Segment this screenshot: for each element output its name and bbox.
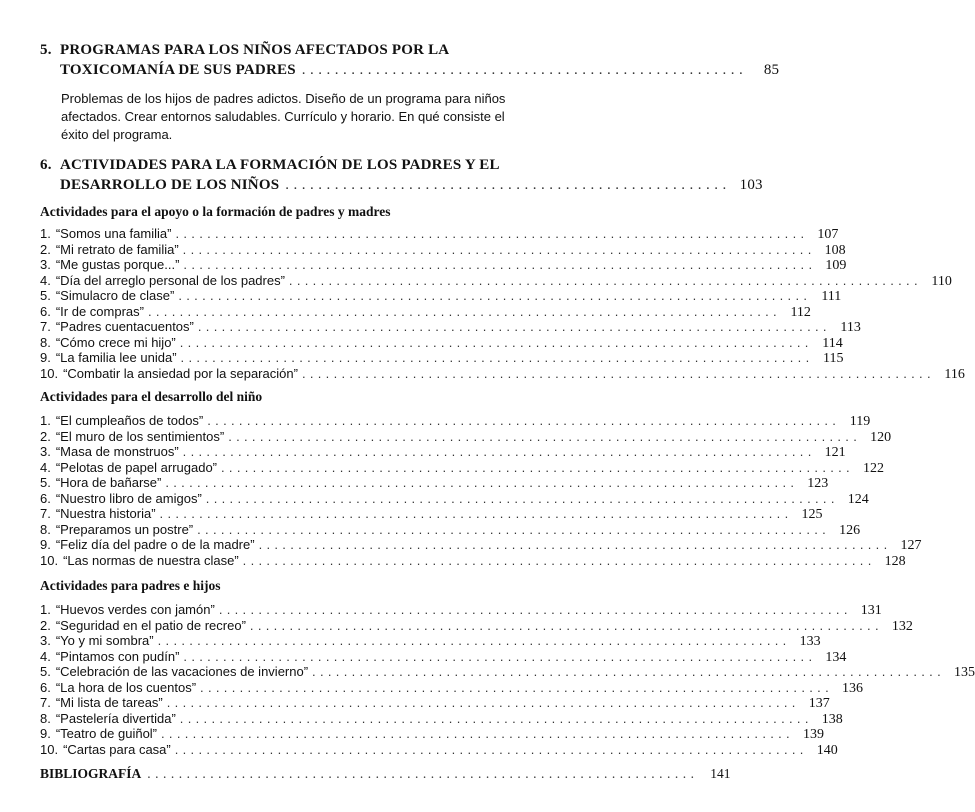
toc-row xyxy=(40,617,913,634)
leader-dots: ................................................................................ xyxy=(180,350,814,365)
item-number: 5. xyxy=(40,475,51,490)
toc-row xyxy=(40,459,884,476)
section-3-list xyxy=(40,602,975,758)
item-number: 7. xyxy=(40,506,51,521)
item-page: 108 xyxy=(824,242,846,258)
item-number: 3. xyxy=(40,444,51,459)
item-page: 138 xyxy=(821,711,843,727)
toc-row xyxy=(40,334,843,351)
item-title: “Combatir la ansiedad por la separación” xyxy=(63,365,298,381)
item-page: 140 xyxy=(816,742,838,758)
item-title: “Huevos verdes con jamón” xyxy=(55,602,215,617)
item-page: 122 xyxy=(862,460,884,476)
leader-dots: ................................................................................ xyxy=(249,617,883,633)
item-title: “El muro de los sentimientos” xyxy=(55,428,225,444)
toc-row xyxy=(40,272,952,289)
item-title: “Las normas de nuestra clase” xyxy=(63,552,239,568)
item-title: “Padres cuentacuentos” xyxy=(55,319,194,334)
item-title: “Pintamos con pudín” xyxy=(55,648,180,664)
leader-dots: ................................................................................ xyxy=(174,741,808,757)
item-title: “Hora de bañarse” xyxy=(55,475,162,490)
leader-dots: ................................................................................ xyxy=(197,319,831,334)
item-number: 1. xyxy=(40,413,51,428)
toc-row xyxy=(40,319,861,335)
toc-row xyxy=(40,428,892,445)
leader-dots: ................................................................................ xyxy=(205,490,839,506)
item-page: 132 xyxy=(891,618,913,634)
toc-row xyxy=(40,365,965,382)
item-title: “Ir de compras” xyxy=(55,303,144,319)
chapter-5-number: 5. xyxy=(40,42,52,58)
item-title: “Mi retrato de familia” xyxy=(55,241,179,257)
item-number: 10. xyxy=(40,365,59,381)
item-page: 115 xyxy=(823,351,844,366)
item-page: 136 xyxy=(842,680,863,696)
item-title: “Pastelería divertida” xyxy=(55,710,176,726)
toc-row xyxy=(40,257,847,273)
toc-row xyxy=(40,664,975,680)
leader-dots: ...................................................... xyxy=(301,62,748,78)
item-title: “Seguridad en el patio de recreo” xyxy=(55,617,246,633)
leader-dots: ................................................................................ xyxy=(221,459,854,475)
item-page: 133 xyxy=(799,634,821,649)
leader-dots: ................................................................................ xyxy=(175,226,809,241)
toc-row xyxy=(40,710,843,727)
item-number: 7. xyxy=(40,695,51,710)
leader-dots: ................................................................................ xyxy=(228,428,862,444)
item-page: 113 xyxy=(840,320,861,335)
leader-dots: ................................................................................ xyxy=(159,506,793,521)
item-page: 111 xyxy=(821,289,842,304)
item-number: 8. xyxy=(40,334,51,350)
item-title: “Cartas para casa” xyxy=(63,741,171,757)
leader-dots: ................................................................................ xyxy=(179,334,813,350)
item-page: 109 xyxy=(825,258,847,273)
chapter-6-title-line1: ACTIVIDADES PARA LA FORMACIÓN DE LOS PADRES Y EL xyxy=(60,157,500,173)
toc-row xyxy=(40,241,846,258)
chapter-5-description: Problemas de los hijos de padres adictos. Diseño de un programa para niños afectados. Crear entornos saludables. Currículo y horario. En qué consiste el éxito del programa. xyxy=(61,91,506,142)
item-page: 119 xyxy=(849,414,871,429)
leader-dots: ................................................................................ xyxy=(157,633,791,648)
item-page: 112 xyxy=(790,304,811,320)
toc-row xyxy=(40,490,869,507)
item-title: “Nuestro libro de amigos” xyxy=(55,490,202,506)
item-number: 5. xyxy=(40,288,51,303)
bibliography-page: 141 xyxy=(710,766,731,781)
chapter-5-page: 85 xyxy=(763,62,780,78)
leader-dots: ................................................................................ xyxy=(197,521,831,537)
toc-row xyxy=(40,648,847,665)
toc-row xyxy=(40,350,844,366)
item-number: 8. xyxy=(40,521,51,537)
item-number: 2. xyxy=(40,241,51,257)
toc-row xyxy=(40,741,838,758)
toc-row xyxy=(40,413,871,429)
leader-dots: ................................................................................ xyxy=(258,537,892,552)
item-title: “Masa de monstruos” xyxy=(55,444,179,459)
item-page: 135 xyxy=(954,665,975,680)
item-number: 7. xyxy=(40,319,51,334)
chapter-6-title-line2: DESARROLLO DE LOS NIÑOS xyxy=(60,177,280,193)
item-page: 123 xyxy=(807,476,829,491)
toc-row xyxy=(40,679,863,696)
toc-row xyxy=(40,726,824,742)
item-title: “Simulacro de clase” xyxy=(55,288,175,303)
leader-dots: ................................................................................ xyxy=(301,365,935,381)
section-2-heading: Actividades para el desarrollo del niño xyxy=(40,389,263,404)
bibliography-label: BIBLIOGRAFÍA xyxy=(40,766,142,781)
item-page: 128 xyxy=(884,553,906,569)
leader-dots: ................................................................................ xyxy=(178,288,812,303)
item-number: 6. xyxy=(40,303,51,319)
item-title: “Nuestra historia” xyxy=(55,506,156,521)
bibliography-entry xyxy=(40,765,731,783)
leader-dots: ................................................................................ xyxy=(183,648,817,664)
item-title: “Pelotas de papel arrugado” xyxy=(55,459,218,475)
item-page: 131 xyxy=(860,603,882,618)
item-title: “Preparamos un postre” xyxy=(55,521,194,537)
chapter-5-title-line1: PROGRAMAS PARA LOS NIÑOS AFECTADOS POR LA xyxy=(60,42,450,58)
item-number: 10. xyxy=(40,552,59,568)
section-1-heading: Actividades para el apoyo o la formación de padres y madres xyxy=(40,204,391,219)
leader-dots: ................................................................................ xyxy=(183,257,817,272)
leader-dots: ...................................................... xyxy=(285,177,731,193)
item-page: 107 xyxy=(817,227,839,242)
leader-dots: ................................................................................ xyxy=(200,679,833,695)
item-title: “Día del arreglo personal de los padres” xyxy=(55,272,285,288)
item-number: 1. xyxy=(40,602,51,617)
leader-dots: ................................................................................ xyxy=(182,241,816,257)
item-number: 2. xyxy=(40,428,51,444)
item-page: 124 xyxy=(847,491,869,507)
item-page: 110 xyxy=(931,273,952,289)
toc-row xyxy=(40,521,861,538)
chapter-6-entry xyxy=(40,155,763,195)
item-number: 3. xyxy=(40,633,51,648)
leader-dots: ................................................................................ xyxy=(182,444,816,459)
leader-dots: ................................................................................ xyxy=(312,664,945,679)
item-title: “Yo y mi sombra” xyxy=(55,633,154,648)
toc-row xyxy=(40,633,821,649)
item-number: 9. xyxy=(40,726,51,741)
item-page: 137 xyxy=(808,696,830,711)
toc-row xyxy=(40,602,882,618)
chapter-5-title-line2: TOXICOMANÍA DE SUS PADRES xyxy=(60,62,296,78)
item-page: 116 xyxy=(944,366,965,382)
toc-row xyxy=(40,552,906,569)
item-title: “Feliz día del padre o de la madre” xyxy=(55,537,255,552)
toc-row xyxy=(40,303,811,320)
item-number: 9. xyxy=(40,537,51,552)
item-number: 4. xyxy=(40,272,51,288)
item-number: 1. xyxy=(40,226,51,241)
item-page: 139 xyxy=(802,727,824,742)
item-page: 114 xyxy=(822,335,843,351)
item-page: 134 xyxy=(825,649,847,665)
item-page: 121 xyxy=(824,445,846,460)
item-number: 6. xyxy=(40,679,51,695)
toc-row xyxy=(40,475,829,491)
section-1-list xyxy=(40,226,965,382)
item-number: 2. xyxy=(40,617,51,633)
chapter-6-number: 6. xyxy=(40,157,52,173)
item-title: “El cumpleaños de todos” xyxy=(55,413,204,428)
leader-dots: ................................................................................ xyxy=(161,726,794,741)
chapter-6-page: 103 xyxy=(739,177,763,193)
item-number: 9. xyxy=(40,350,51,365)
item-title: “La familia lee unida” xyxy=(55,350,177,365)
item-number: 3. xyxy=(40,257,51,272)
leader-dots: ................................................................................ xyxy=(166,695,800,710)
toc-row xyxy=(40,288,842,304)
item-number: 6. xyxy=(40,490,51,506)
item-page: 125 xyxy=(801,507,823,522)
toc-row xyxy=(40,695,830,711)
item-title: “Cómo crece mi hijo” xyxy=(55,334,176,350)
leader-dots: ................................................................................ xyxy=(207,413,841,428)
item-page: 120 xyxy=(870,429,892,445)
item-title: “La hora de los cuentos” xyxy=(55,679,197,695)
leader-dots: ................................................................................ xyxy=(242,552,876,568)
toc-row xyxy=(40,537,922,553)
item-number: 5. xyxy=(40,664,51,679)
item-number: 4. xyxy=(40,648,51,664)
leader-dots: ................................................................................ xyxy=(218,602,852,617)
item-number: 10. xyxy=(40,741,59,757)
leader-dots: ................................................................................ xyxy=(147,303,781,319)
leader-dots: ................................................................................ xyxy=(288,272,922,288)
item-number: 4. xyxy=(40,459,51,475)
item-title: “Somos una familia” xyxy=(55,226,172,241)
item-title: “Celebración de las vacaciones de invierno” xyxy=(55,664,309,679)
item-number: 8. xyxy=(40,710,51,726)
leader-dots: ...................................................................... xyxy=(147,766,699,781)
chapter-5-entry xyxy=(40,40,780,80)
section-3-heading: Actividades para padres e hijos xyxy=(40,578,221,593)
item-title: “Mi lista de tareas” xyxy=(55,695,163,710)
section-2-list xyxy=(40,413,922,569)
item-page: 126 xyxy=(839,522,861,538)
item-page: 127 xyxy=(900,538,922,553)
toc-row xyxy=(40,444,846,460)
item-title: “Me gustas porque...” xyxy=(55,257,180,272)
leader-dots: ................................................................................ xyxy=(179,710,813,726)
toc-row xyxy=(40,506,823,522)
toc-row xyxy=(40,226,839,242)
item-title: “Teatro de guiñol” xyxy=(55,726,158,741)
leader-dots: ................................................................................ xyxy=(165,475,799,490)
